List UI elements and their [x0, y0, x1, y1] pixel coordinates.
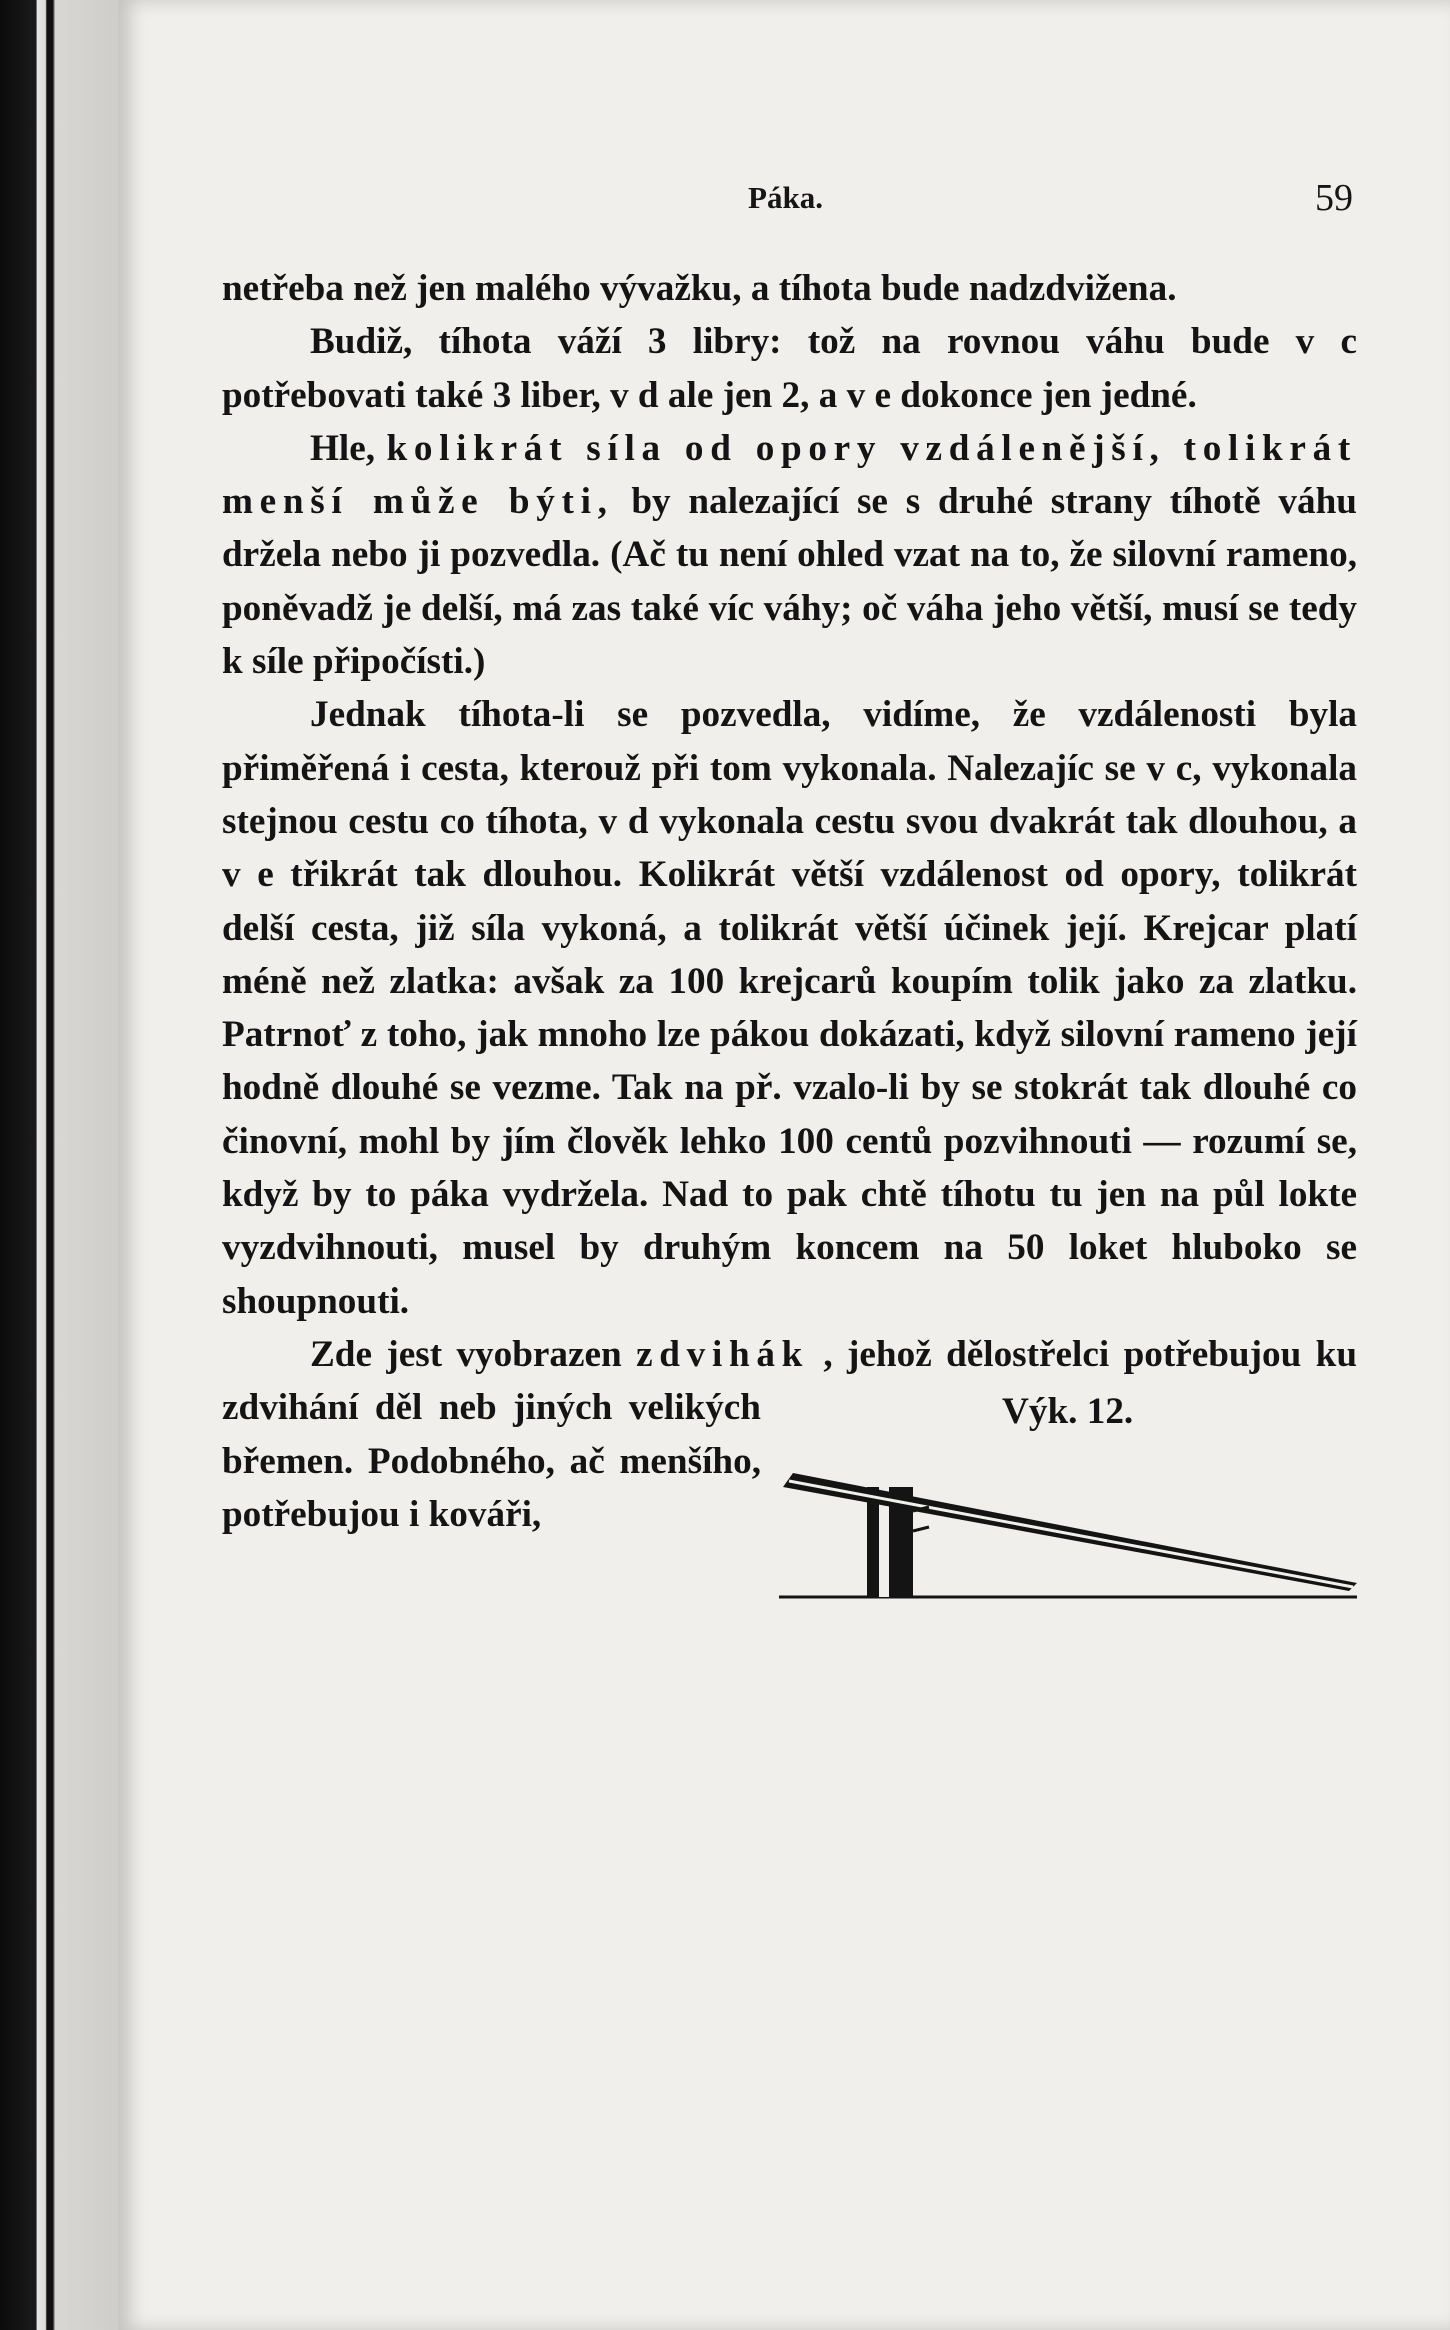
paragraph-3-rest: by nalezající se s druhé strany tíhotě váhu držela nebo ji pozvedla. (Ač tu není ohled vzat na to, že silovní rameno, poněvadž je delší, má zas také víc váhy; oč váha jeho větší, musí se tedy k síle připočísti.): [222, 481, 1357, 683]
book-page: [118, 0, 1450, 2330]
page-body: [222, 262, 1357, 1809]
lever-jack-illustration: [779, 1451, 1357, 1611]
book-binding: [0, 0, 120, 2330]
paragraph-5-rest: , jehož dělostřelci potřebujou ku zdvihání děl neb jiných velikých břemen. Podobného, ač menšího, potřebujou i kováři,: [222, 1333, 1357, 1535]
paragraph-4: Jednak tíhota-li se pozvedla, vidíme, že vzdálenosti byla přiměřená i cesta, kterouž při tom vykonala. Nalezajíc se v c, vykonala stejnou cestu co tíhota, v d vykonala cestu svou dvakrát tak dlouhou, a v e třikrát tak dlouhou. Kolikrát větší vzdálenost od opory, tolikrát delší cesta, již síla vykoná, a tolikrát větší účinek její. Krejcar platí méně než zlatka: avšak za 100 krejcarů koupím tolik jako za zlatku. Patrnoť z toho, jak mnoho lze pákou dokázati, když silovní rameno její hodně dlouhé se vezme. Tak na př. vzalo-li by se stokrát tak dlouhé co činovní, mohl by jím člověk lehko 100 centů pozvihnouti — rozumí se, když by to páka vydržela. Nad to pak chtě tíhotu tu jen na půl lokte vyzdvihnouti, musel by druhým koncem na 50 loket hluboko se shoupnouti.: [222, 694, 1357, 1322]
paragraph-1: netřeba než jen malého vývažku, a tíhota bude nadzdvižena.: [222, 268, 1177, 309]
page-header: [218, 176, 1353, 222]
paragraph-5: [222, 1328, 1357, 1541]
figure-caption: Výk. 12.: [1002, 1391, 1134, 1433]
running-head: Páka.: [748, 180, 823, 215]
paragraph-3-start: Hle,: [310, 427, 387, 469]
paragraph-3-emphasis: kolikrát síla od opory vzdálenější, tolikrát menší může býti,: [222, 427, 1357, 523]
paragraph-3: [222, 422, 1357, 688]
paragraph-5-emphasis: zdvihák: [636, 1333, 810, 1375]
page-number: 59: [1315, 177, 1353, 219]
paragraph-5-start: Zde jest vyobrazen: [310, 1333, 637, 1375]
figure-12: [779, 1381, 1357, 1809]
paragraph-2: Budiž, tíhota váží 3 libry: tož na rovnou váhu bude v c potřebovati také 3 liber, v d ale jen 2, a v e dokonce jen jedné.: [222, 321, 1357, 416]
